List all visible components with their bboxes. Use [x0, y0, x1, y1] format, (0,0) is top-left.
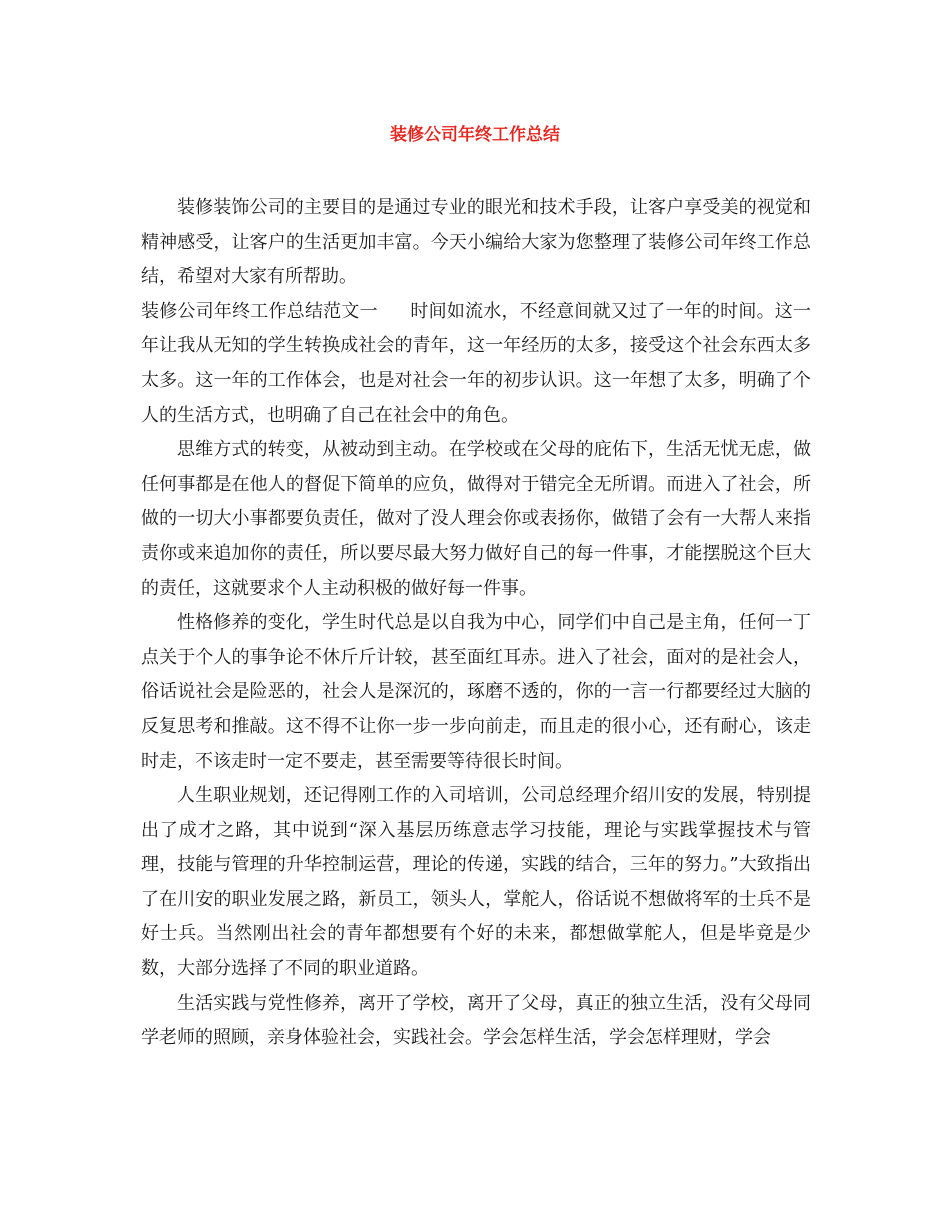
- section-heading: 装修公司年终工作总结范文一: [141, 300, 378, 322]
- body-paragraph: 生活实践与党性修养，离开了学校，离开了父母，真正的独立生活，没有父母同学老师的照顾，亲身体验社会，实践社会。学会怎样生活，学会怎样理财，学会: [141, 992, 811, 1049]
- body-paragraph: 性格修养的变化，学生时代总是以自我为中心，同学们中自己是主角，任何一丁点关于个人的事争论不休斤斤计较，甚至面红耳赤。进入了社会，面对的是社会人，俗话说社会是险恶的，社会人是深沉的，琢磨不透的，你的一言一行都要经过大脑的反复思考和推敲。这不得不让你一步一步向前走，而且走的很小心，还有耐心，该走时走，不该走时一定不要走，甚至需要等待很长时间。: [141, 612, 811, 772]
- document-title: 装修公司年终工作总结: [390, 125, 560, 145]
- body-paragraph: 思维方式的转变，从被动到主动。在学校或在父母的庇佑下，生活无忧无虑，做任何事都是在他人的督促下简单的应负，做得对于错完全无所谓。而进入了社会，所做的一切大小事都要负责任，做对了没人理会你或表扬你，做错了会有一大帮人来指责你或来追加你的责任，所以要尽最大努力做好自己的每一件事，才能摆脱这个巨大的责任，这就要求个人主动积极的做好每一件事。: [141, 439, 811, 599]
- section-first-paragraph: [141, 295, 811, 433]
- intro-paragraph: 装修装饰公司的主要目的是通过专业的眼光和技术手段，让客户享受美的视觉和精神感受，让客户的生活更加丰富。今天小编给大家为您整理了装修公司年终工作总结，希望对大家有所帮助。: [141, 197, 811, 288]
- section-first-paragraph-text: 时间如流水，不经意间就又过了一年的时间。这一年让我从无知的学生转换成社会的青年，这一年经历的太多，接受这个社会东西太多太多。这一年的工作体会，也是对社会一年的初步认识。这一年想了太多，明确了个人的生活方式，也明确了自己在社会中的角色。: [141, 300, 811, 426]
- body-paragraph: 人生职业规划，还记得刚工作的入司培训，公司总经理介绍川安的发展，特别提出了成才之路，其中说到“深入基层历练意志学习技能，理论与实践掌握技术与管理，技能与管理的升华控制运营，理论的传递，实践的结合，三年的努力。”大致指出了在川安的职业发展之路，新员工，领头人，掌舵人，俗话说不想做将军的士兵不是好士兵。当然刚出社会的青年都想要有个好的未来，都想做掌舵人，但是毕竟是少数，大部分选择了不同的职业道路。: [141, 785, 811, 980]
- document-body: [141, 191, 811, 1056]
